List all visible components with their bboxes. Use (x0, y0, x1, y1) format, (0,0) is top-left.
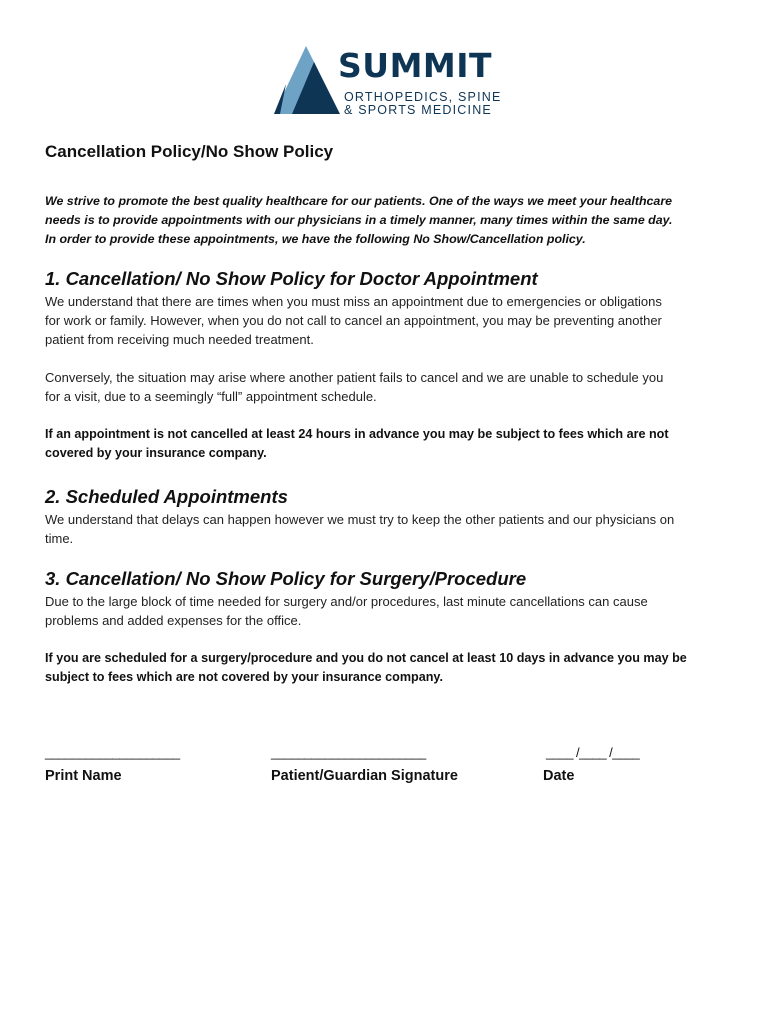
section1-paragraph1 (45, 292, 735, 349)
text-line: for a visit, due to a seemingly “full” appointment schedule. (45, 389, 377, 404)
section1-fee-notice (45, 425, 735, 463)
text-line: patient from receiving much needed treatment. (45, 332, 314, 347)
text-line: We understand that delays can happen however we must try to keep the other patients and our physicians on (45, 512, 675, 527)
mountain-logo-icon (270, 40, 340, 116)
section1-paragraph2 (45, 368, 735, 406)
signature-label: Patient/Guardian Signature (271, 768, 458, 784)
summit-logo (270, 40, 510, 120)
section3-fee-notice (45, 649, 735, 687)
section3-paragraph1 (45, 592, 735, 630)
logo-subtitle-line1: ORTHOPEDICS, SPINE (344, 90, 502, 104)
text-line: We understand that there are times when you must miss an appointment due to emergencies or obligations (45, 294, 662, 309)
text-line: Due to the large block of time needed for surgery and/or procedures, last minute cancellations can cause (45, 594, 648, 609)
logo-subtitle-line2: & SPORTS MEDICINE (344, 103, 492, 117)
text-line: time. (45, 531, 74, 546)
print-name-field[interactable]: ____________________ (45, 745, 180, 760)
text-line: subject to fees which are not covered by your insurance company. (45, 670, 443, 684)
text-line: If you are scheduled for a surgery/procedure and you do not cancel at least 10 days in advance you may be (45, 651, 687, 665)
section2-paragraph1 (45, 510, 735, 548)
print-name-label: Print Name (45, 768, 122, 784)
section2-heading: 2. Scheduled Appointments (45, 486, 288, 507)
text-line: If an appointment is not cancelled at least 24 hours in advance you may be subject to fees which are not (45, 427, 669, 441)
intro-paragraph (45, 192, 735, 249)
logo-wordmark: SUMMIT (338, 46, 493, 85)
section3-heading: 3. Cancellation/ No Show Policy for Surgery/Procedure (45, 568, 527, 589)
section1-heading: 1. Cancellation/ No Show Policy for Doctor Appointment (45, 268, 538, 289)
text-line: covered by your insurance company. (45, 446, 267, 460)
intro-line: In order to provide these appointments, we have the following No Show/Cancellation policy. (45, 232, 586, 246)
intro-line: We strive to promote the best quality healthcare for our patients. One of the ways we meet your healthcare (45, 194, 673, 208)
signature-field[interactable]: _______________________ (271, 745, 426, 760)
date-label: Date (543, 768, 575, 784)
text-line: Conversely, the situation may arise where another patient fails to cancel and we are unable to schedule you (45, 370, 664, 385)
date-field[interactable]: ____ /____ /____ (546, 745, 640, 760)
intro-line: needs is to provide appointments with our physicians in a timely manner, many times within the same day. (45, 213, 673, 227)
document-title: Cancellation Policy/No Show Policy (45, 142, 334, 161)
text-line: problems and added expenses for the office. (45, 613, 302, 628)
text-line: for work or family. However, when you do not call to cancel an appointment, you may be preventing another (45, 313, 662, 328)
